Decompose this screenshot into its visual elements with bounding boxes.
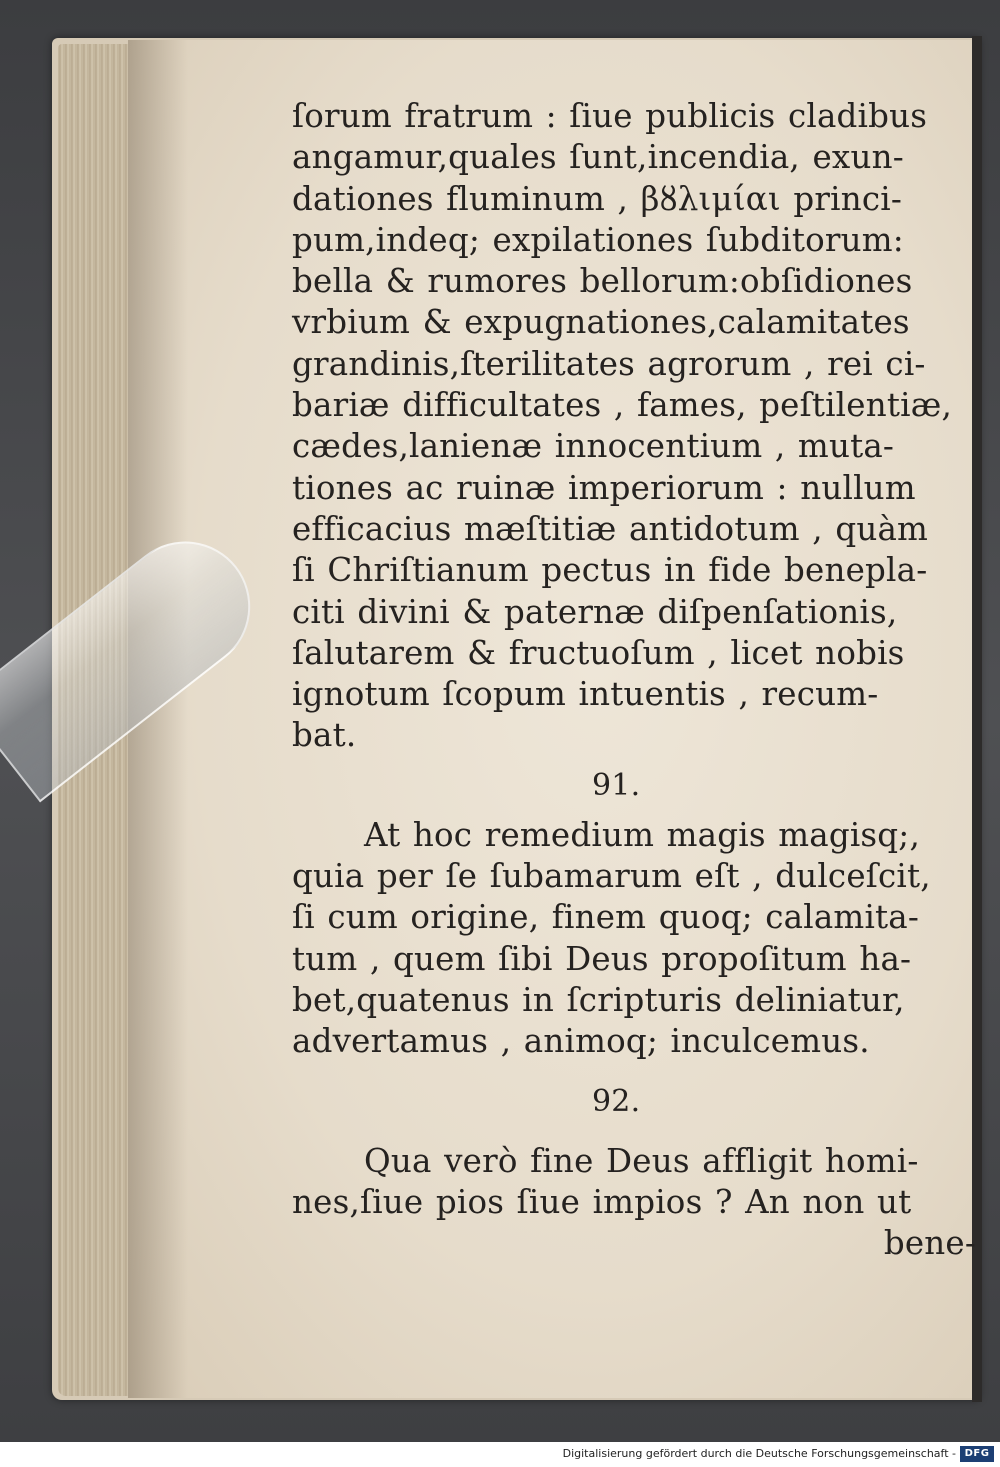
section-number-92: 92. — [592, 1083, 641, 1119]
text-line: ſalutarem & fructuoſum , licet nobis — [292, 633, 905, 672]
text-line: angamur,quales ſunt,incendia, exun- — [292, 138, 904, 177]
text-line: ſorum fratrum : ſiue publicis cladibus — [292, 97, 928, 135]
text-line: bat. — [292, 716, 357, 755]
catchword: bene- — [883, 1224, 976, 1263]
text-line: tiones ac ruinæ imperiorum : nullum — [292, 468, 916, 507]
text-line: tum , quem ſibi Deus propoſitum ha- — [292, 939, 912, 978]
text-line: cædes,lanienæ innocentium , muta- — [292, 427, 895, 466]
text-line: dationes fluminum , βȣλιμίαι princi- — [292, 179, 903, 218]
footer-credit: Digitalisierung gefördert durch die Deutsche Forschungsgemeinschaft - — [562, 1447, 956, 1460]
text-line: ignotum ſcopum intuentis , recum- — [292, 675, 879, 714]
text-line: bet,quatenus in ſcripturis deliniatur, — [292, 980, 905, 1019]
text-line: bariæ difficultates , fames, peſtilentiæ, — [292, 386, 952, 425]
text-line: grandinis,ſterilitates agrorum , rei ci- — [292, 344, 926, 383]
text-line: Qua verò fine Deus affligit homi- — [364, 1141, 919, 1180]
text-line: ſi Chriſtianum pectus in fide benepla- — [292, 551, 928, 590]
text-line: bella & rumores bellorum:obſidiones — [292, 262, 913, 301]
text-line: nes,ſiue pios ſiue impios ? An non ut — [292, 1182, 912, 1221]
text-line: At hoc remedium magis magisq;, — [364, 815, 920, 854]
dfg-logo-icon: DFG — [960, 1446, 994, 1462]
text-line: citi divini & paternæ diſpenſationis, — [292, 592, 898, 631]
section-number-91: 91. — [592, 767, 641, 803]
text-line: ſi cum origine, finem quoq; calamita- — [292, 898, 920, 937]
text-line: pum,indeq; expilationes ſubditorum: — [292, 220, 904, 259]
text-line: efficacius mæſtitiæ antidotum , quàm — [292, 509, 929, 548]
footer-bar — [0, 1442, 1000, 1467]
text-line: advertamus , animoq; inculcemus. — [292, 1022, 870, 1061]
text-line: quia per ſe ſubamarum eſt , dulceſcit, — [292, 857, 931, 896]
text-line: vrbium & expugnationes,calamitates — [292, 303, 910, 342]
page-text — [292, 96, 982, 1264]
